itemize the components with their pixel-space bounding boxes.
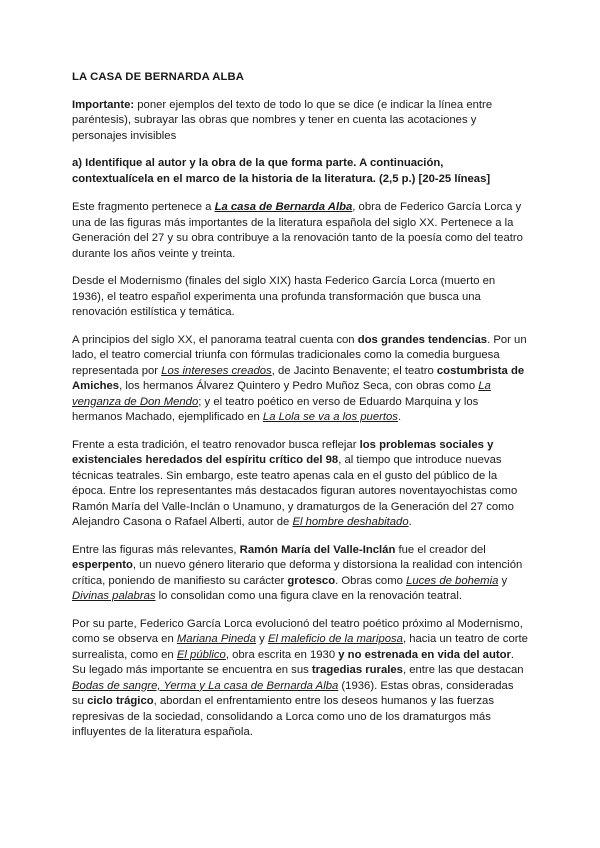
work-title-luces: Luces de bohemia: [406, 574, 499, 587]
intro-paragraph: [72, 98, 528, 145]
p1-text-2: , obra de Federico García Lorca y una de las figuras más importantes de la literatura española del siglo XX. Pertenece a la Generación del 27 y su obra contribuye a la renovación tanto de la poesía como del teatro durante los años veinte y treinta.: [72, 201, 523, 260]
paragraph-6: [72, 617, 528, 741]
paragraph-3: [72, 333, 528, 426]
p5-text-5: y: [498, 574, 508, 587]
p4-text-3: .: [408, 516, 412, 528]
work-title-mariana: Mariana Pineda: [176, 633, 257, 645]
p6-text-3: , hacia un teatro de corte surrealista, como en: [72, 633, 528, 661]
paragraph-5: [72, 543, 528, 605]
work-title-lola: La Lola se va a los puertos: [262, 411, 398, 423]
p3-text-2: . Por un lado, el teatro comercial triunfa con fórmulas tradicionales como la comedia burguesa representada por: [72, 333, 527, 377]
p6-text-6: , entre las que destacan: [402, 664, 524, 676]
p6-text-4: , obra escrita en 1930: [225, 648, 339, 661]
question-heading: a) Identifique al autor y la obra de la que forma parte. A continuación, contextualícela en el marco de la historia de la literatura. (2,5 p.) [20-25 líneas]: [72, 157, 491, 185]
p5-text-3: , un nuevo género literario que deforma y distorsiona la realidad con intención crítica, poniendo de manifiesto su carácter: [72, 559, 523, 587]
p3-text-3: , de Jacinto Benavente; el teatro: [271, 364, 437, 377]
p6-text-7: (1936). Estas obras, consideradas su: [72, 679, 514, 707]
p2-text-1: Desde el Modernismo (finales del siglo XIX) hasta Federico García Lorca (muerto en 1936), el teatro español experimenta una profunda transformación que busca una renovación estilística y temática.: [72, 275, 496, 318]
p4-text-1: Frente a esta tradición, el teatro renovador busca reflejar: [72, 438, 360, 451]
document-title: LA CASA DE BERNARDA ALBA: [72, 71, 245, 83]
p6-text-2: y: [256, 633, 268, 645]
p3-text-4: , los hermanos Álvarez Quintero y Pedro Muñoz Seca, con obras como: [119, 380, 479, 392]
p5-text-2: fue el creador del: [395, 543, 486, 556]
intro-text: poner ejemplos del texto de todo lo que se dice (e indicar la línea entre paréntesis), subrayar las obras que nombres y tener en cuenta las acotaciones y personajes invisibles: [72, 98, 493, 142]
p6-bold-3: ciclo trágico: [87, 695, 154, 707]
p6-bold-1: y no estrenada en vida del autor: [338, 648, 511, 661]
paragraph-2: [72, 274, 528, 321]
work-title-trilogia: Bodas de sangre, Yerma y La casa de Bernarda Alba: [72, 679, 339, 692]
p5-text-4: . Obras como: [335, 574, 407, 587]
p6-bold-2: tragedias rurales: [311, 664, 403, 676]
p3-text-5: ; y el teatro poético en verso de Eduardo Marquina y los hermanos Machado, ejemplificado en: [72, 395, 479, 423]
paragraph-4: [72, 438, 528, 531]
p6-text-5: . Su legado más importante se encuentra en sus: [72, 648, 515, 676]
p5-bold-3: grotesco: [287, 574, 336, 587]
p4-text-2: , al tiempo que introduce nuevas técnicas teatrales. Sin embargo, este teatro apenas cala en el gusto del público de la época. Entre los representantes más destacados figuran autores noventayochistas como Ramón María del Valle-Inclán o Unamuno, y dramaturgos de la Generación del 27 como Alejandro Casona o Rafael Alberti, autor de: [72, 454, 518, 528]
p1-text-1: Este fragmento pertenece a: [72, 201, 215, 213]
p5-bold-2: esperpento: [72, 559, 133, 571]
p3-bold-1: dos grandes tendencias: [357, 333, 488, 346]
p5-text-1: Entre las figuras más relevantes,: [72, 543, 240, 556]
document-page: [72, 70, 528, 753]
work-title-divinas: Divinas palabras: [72, 590, 156, 602]
work-title-intereses: Los intereses creados: [161, 364, 272, 377]
p3-text-1: A principios del siglo XX, el panorama teatral cuenta con: [72, 333, 358, 346]
p5-bold-1: Ramón María del Valle-Inclán: [239, 543, 396, 556]
intro-label: Importante:: [72, 98, 135, 111]
work-title-publico: El público: [176, 648, 226, 661]
work-title-bernarda: La casa de Bernarda Alba: [214, 201, 353, 213]
paragraph-1: [72, 200, 528, 262]
p4-bold-1: los problemas sociales y existenciales heredados del espíritu crítico del 98: [72, 438, 494, 466]
work-title-hombre: El hombre deshabitado: [292, 516, 409, 528]
p6-text-1: Por su parte, Federico García Lorca evolucionó del teatro poético próximo al Modernismo, como se observa en: [72, 617, 523, 645]
p5-text-6: lo consolidan como una figura clave en la renovación teatral.: [155, 590, 462, 602]
p6-text-8: , abordan el enfrentamiento entre los deseos humanos y las fuerzas represivas de la sociedad, consolidando a Lorca como uno de los dramaturgos más influyentes de la literatura española.: [72, 695, 494, 738]
work-title-maleficio: El maleficio de la mariposa: [267, 633, 403, 645]
work-title-venganza: La venganza de Don Mendo: [72, 380, 491, 408]
p3-text-6: .: [397, 411, 402, 423]
p3-bold-2: costumbrista de Amiches: [72, 364, 525, 392]
